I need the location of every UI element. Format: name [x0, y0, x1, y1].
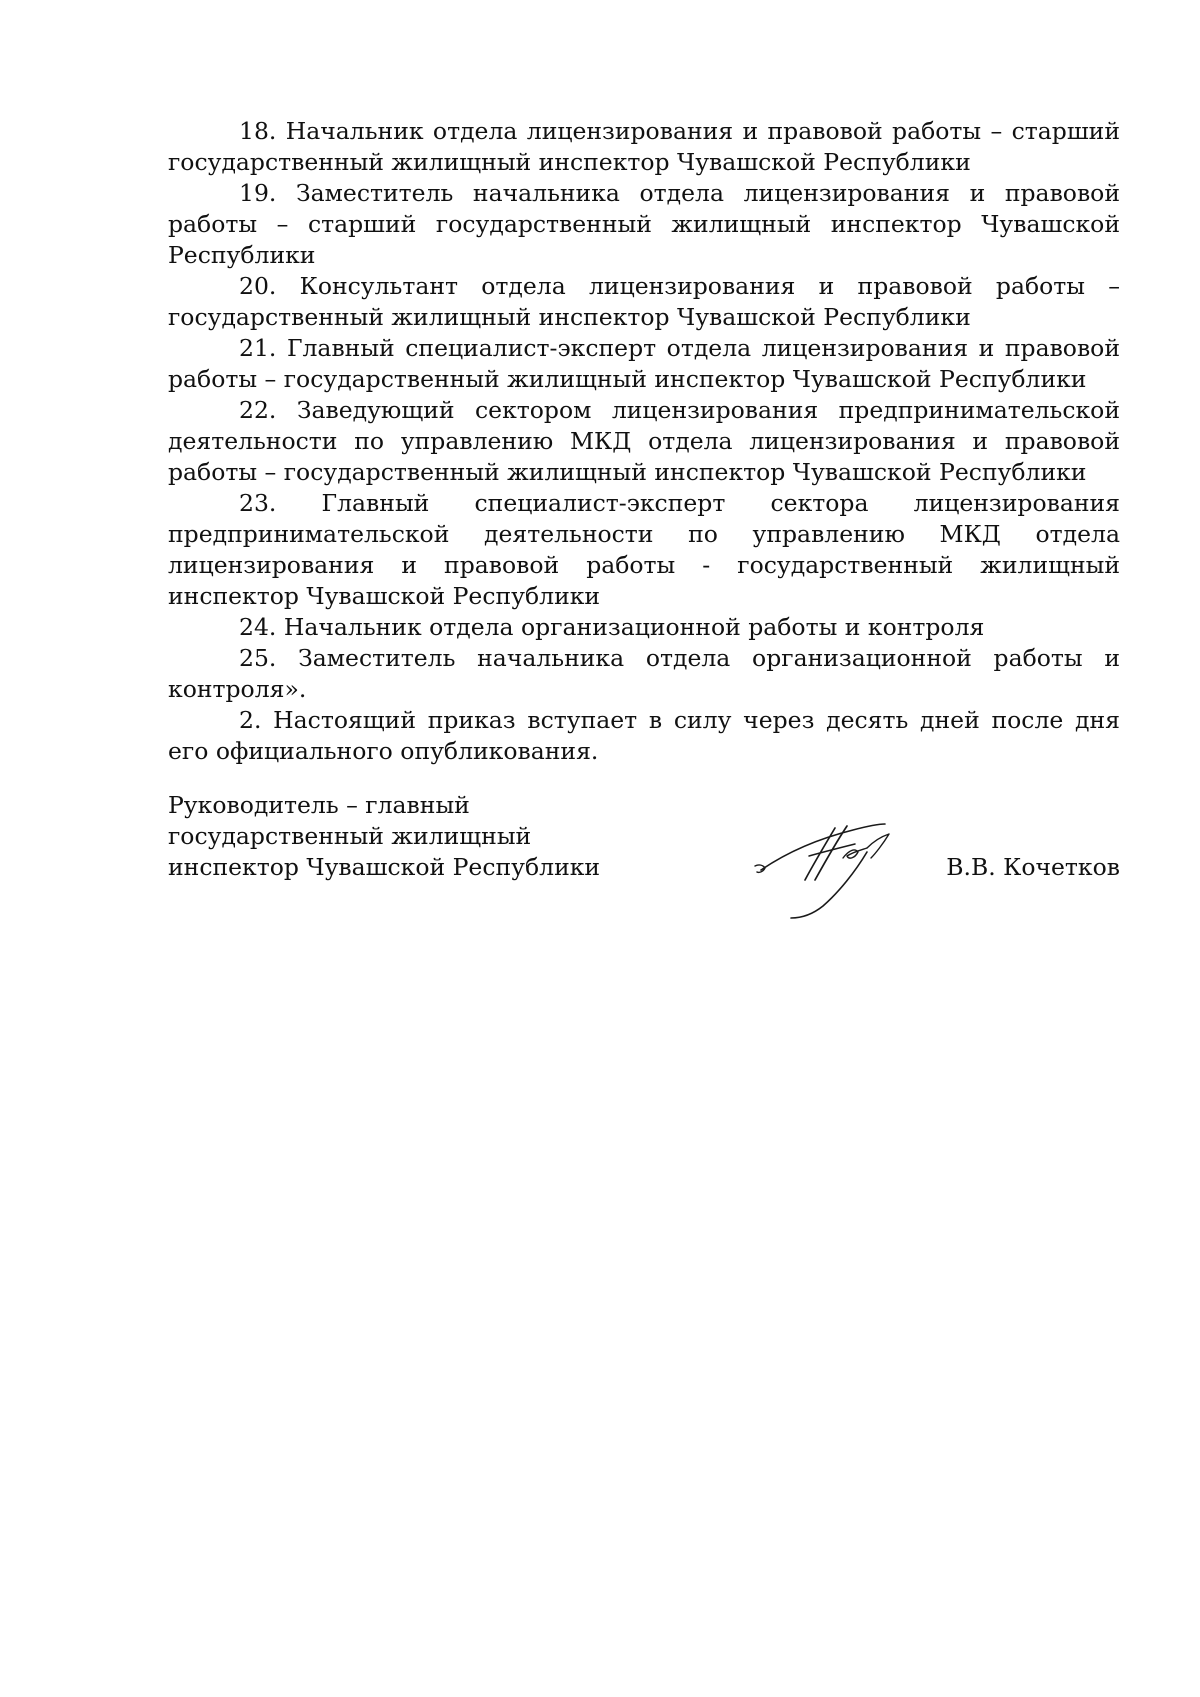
paragraph-item-18: 18. Начальник отдела лицензирования и правовой работы – старший государственный жилищный инспектор Чувашской Республики — [168, 117, 1120, 176]
signatory-position-line: инспектор Чувашской Республики — [168, 853, 601, 881]
signatory-position — [168, 790, 608, 883]
paragraph-item-20: 20. Консультант отдела лицензирования и правовой работы – государственный жилищный инспектор Чувашской Республики — [168, 272, 1120, 331]
paragraph-item-25: 25. Заместитель начальника отдела организационной работы и контроля». — [168, 644, 1120, 703]
paragraph-item-22: 22. Заведующий сектором лицензирования предпринимательской деятельности по управлению МКД отдела лицензирования и правовой работы – государственный жилищный инспектор Чувашской Республики — [168, 396, 1120, 486]
document-body — [168, 116, 1120, 767]
handwritten-signature — [743, 810, 913, 930]
signature-block — [168, 790, 1120, 930]
signatory-position-line: Руководитель – главный — [168, 791, 470, 819]
paragraph-item-23: 23. Главный специалист-эксперт сектора лицензирования предпринимательской деятельности по управлению МКД отдела лицензирования и правовой работы - государственный жилищный инспектор Чувашской Республики — [168, 489, 1120, 610]
signatory-position-line: государственный жилищный — [168, 822, 532, 850]
paragraph-item-21: 21. Главный специалист-эксперт отдела лицензирования и правовой работы – государственный жилищный инспектор Чувашской Республики — [168, 334, 1120, 393]
paragraph-item-24: 24. Начальник отдела организационной работы и контроля — [239, 613, 985, 641]
paragraph-item-19: 19. Заместитель начальника отдела лицензирования и правовой работы – старший государственный жилищный инспектор Чувашской Республики — [168, 179, 1120, 269]
signatory-name: В.В. Кочетков — [946, 853, 1120, 881]
paragraph-effective-date: 2. Настоящий приказ вступает в силу через десять дней после дня его официального опубликования. — [168, 706, 1120, 765]
